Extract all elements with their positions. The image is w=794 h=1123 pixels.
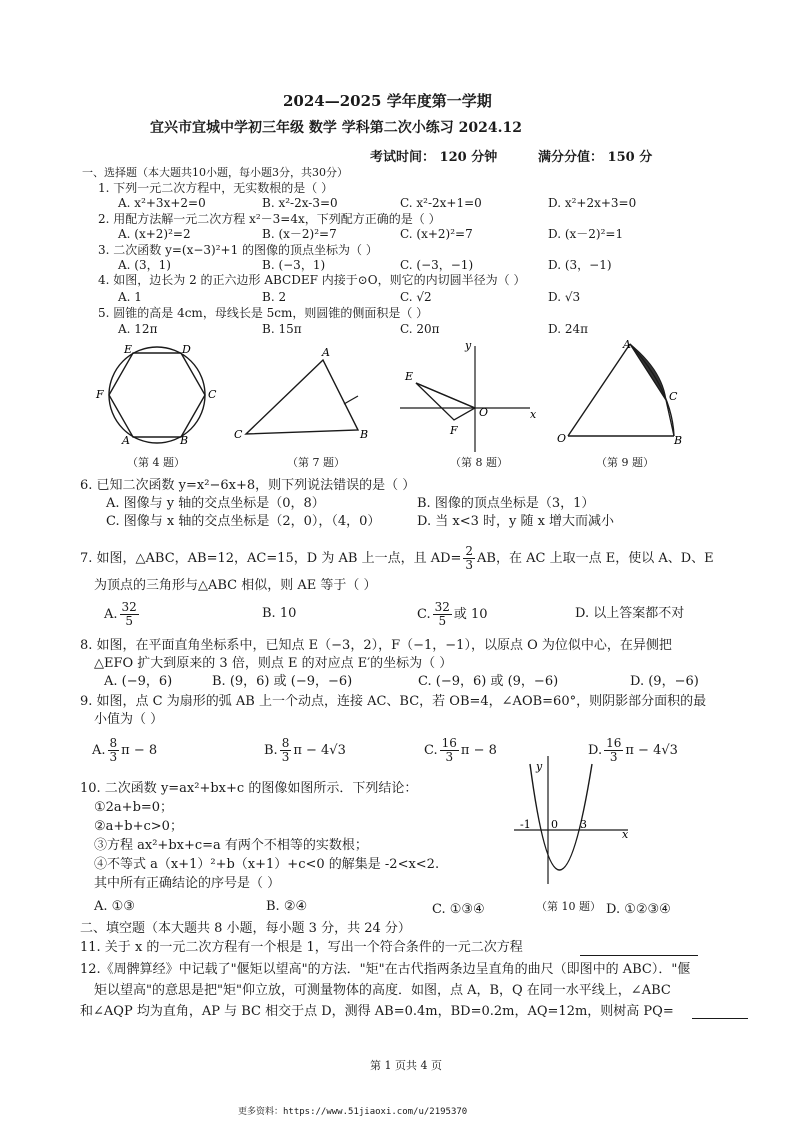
q4-option-a: A. 1 — [118, 290, 142, 304]
fig10-label-0: 0 — [551, 818, 558, 831]
fig10-label-3: 3 — [580, 818, 587, 831]
q5-option-d: D. 24π — [548, 322, 588, 336]
fig9-label-c: C — [669, 390, 678, 403]
q7-c-label: C. — [417, 607, 431, 622]
q9-a-label: A. — [92, 743, 106, 758]
fig7-label-a: A — [322, 346, 330, 359]
fig8-label-f: F — [450, 424, 458, 437]
q4-option-c: C. √2 — [400, 290, 432, 304]
q9-a-fraction — [108, 737, 120, 764]
figure-10-parabola-graph — [508, 756, 638, 896]
q7-option-d: D. 以上答案都不对 — [575, 606, 685, 621]
q3-stem: 3. 二次函数 y=(x−3)²+1 的图像的顶点坐标为（ ） — [98, 243, 378, 257]
q7-a-label: A. — [104, 607, 118, 622]
q12-line3: 和∠AQP 均为直角，AP 与 BC 相交于点 D，测得 AB=0.4m，BD=0.2m，AQ=12m，则树高 PQ= — [80, 1004, 674, 1019]
caption-q8: （第 8 题） — [450, 456, 508, 469]
q3-option-c: C. (−3，−1) — [400, 258, 474, 272]
q10-statement-4: ④不等式 a（x+1）²+b（x+1）+c<0 的解集是 -2<x<2. — [94, 857, 440, 872]
more-resources-link[interactable]: 更多资料：https://www.51jiaoxi.com/u/2195370 — [238, 1107, 468, 1117]
q7-a-num: 32 — [121, 600, 137, 614]
q9-c-fraction — [440, 737, 459, 764]
q9-b-den: 3 — [281, 750, 290, 764]
section1-heading: 一、选择题（本大题共10小题，每小题3分，共30分） — [82, 166, 348, 179]
fig8-label-e: E — [405, 370, 414, 383]
q7-stem-b: AB，在 AC 上取一点 E，使以 A、D、E — [477, 551, 714, 566]
q8-stem-b: △EFO 扩大到原来的 3 倍，则点 E 的对应点 E′的坐标为（ ） — [94, 656, 453, 671]
q9-stem-a: 9. 如图，点 C 为扇形的弧 AB 上一个动点，连接 AC、BC，若 OB=4，∠AOB=60°，则阴影部分面积的最 — [80, 694, 707, 709]
fig10-label-y: y — [536, 760, 543, 773]
q12-line1: 12.《周髀算经》中记载了"偃矩以望高"的方法．"矩"在古代指两条边呈直角的曲尺（即图中的 ABC）．"偃 — [80, 962, 691, 977]
figure-4-hexagon-diagram — [95, 343, 217, 447]
q5-option-b: B. 15π — [262, 322, 302, 336]
q2-option-b: B. (x－2)²=7 — [262, 227, 337, 241]
q6-option-b: B. 图像的顶点坐标是（3，1） — [417, 496, 595, 511]
q5-option-a: A. 12π — [118, 322, 158, 336]
q7-stem-a: 7. 如图，△ABC，AB=12，AC=15，D 为 AB 上一点，且 AD= — [80, 551, 462, 566]
fig10-label-x: x — [622, 828, 629, 841]
q7-stem-c: 为顶点的三角形与△ABC 相似，则 AE 等于（ ） — [94, 578, 377, 593]
q11-text: 11. 关于 x 的一元二次方程有一个根是 1，写出一个符合条件的一元二次方程 — [80, 940, 523, 955]
q7-c-num: 32 — [434, 600, 450, 614]
q1-option-a: A. x²+3x+2=0 — [118, 196, 206, 210]
q10-statement-2: ②a+b+c>0； — [94, 819, 183, 834]
q8-stem-a: 8. 如图，在平面直角坐标系中，已知点 E（−3，2），F（−1，−1），以原点 O 为位似中心，在异侧把 — [80, 638, 672, 653]
q9-b-num: 8 — [281, 736, 290, 750]
q7-option-a — [104, 598, 141, 632]
fig4-label-e: E — [124, 343, 133, 356]
section2-heading: 二、填空题（本大题共 8 小题，每小题 3 分，共 24 分） — [80, 921, 411, 936]
q9-a-den: 3 — [109, 750, 118, 764]
caption-q4: （第 4 题） — [127, 456, 185, 469]
q9-d-tail: π − 4√3 — [625, 743, 678, 758]
q6-stem: 6. 已知二次函数 y=x²−6x+8，则下列说法错误的是（ ） — [80, 478, 416, 493]
q6-option-c: C. 图像与 x 轴的交点坐标是（2，0），（4，0） — [106, 514, 381, 529]
q7-option-b: B. 10 — [262, 606, 297, 621]
q2-stem: 2. 用配方法解一元二次方程 x²－3=4x，下列配方正确的是（ ） — [98, 212, 441, 226]
q10-ask: 其中所有正确结论的序号是（ ） — [94, 876, 281, 891]
q9-b-fraction — [280, 737, 292, 764]
q10-option-d: D. ①②③④ — [606, 902, 671, 917]
caption-q7: （第 7 题） — [287, 456, 345, 469]
page-number: 第 1 页共 4 页 — [370, 1059, 442, 1072]
exam-subtitle: 宜兴市宜城中学初三年级 数学 学科第二次小练习 2024.12 — [150, 120, 522, 136]
figure-7-triangle-diagram — [234, 346, 368, 441]
q7-a-den: 5 — [125, 614, 133, 628]
fig4-label-f: F — [96, 388, 104, 401]
q2-option-d: D. (x－2)²=1 — [548, 227, 624, 241]
q9-c-tail: π − 8 — [460, 743, 497, 758]
q7-c-fraction — [433, 601, 452, 628]
q1-option-d: D. x²+2x+3=0 — [548, 196, 637, 210]
q10-stem: 10. 二次函数 y=ax²+bx+c 的图像如图所示．下列结论： — [80, 781, 418, 796]
q10-option-a: A. ①③ — [94, 899, 135, 914]
q9-c-label: C. — [424, 743, 438, 758]
fig8-label-x: x — [530, 408, 537, 421]
q2-option-a: A. (x+2)²=2 — [118, 227, 191, 241]
q10-option-c: C. ①③④ — [432, 902, 485, 917]
q11-answer-blank[interactable] — [580, 955, 698, 956]
figure-9-sector-diagram — [557, 340, 682, 447]
figure-8-coordinate-diagram — [400, 340, 537, 452]
fig9-label-o: O — [557, 432, 567, 445]
exam-time: 考试时间： 120 分钟 — [370, 150, 498, 165]
q7-c-den: 5 — [438, 614, 447, 628]
fig4-label-a: A — [122, 434, 130, 447]
q10-statement-1: ①2a+b=0； — [94, 800, 174, 815]
caption-q10: （第 10 题） — [536, 900, 601, 913]
figures-row — [90, 340, 750, 470]
q9-option-b — [264, 734, 346, 768]
q7-frac-num: 2 — [465, 544, 474, 558]
exam-title: 2024—2025 学年度第一学期 — [283, 92, 492, 110]
q10-statement-3: ③方程 ax²+bx+c=a 有两个不相等的实数根； — [94, 838, 368, 853]
fig7-label-b: B — [360, 428, 369, 441]
q8-option-d: D. (9，−6) — [630, 674, 699, 689]
q6-option-d: D. 当 x<3 时，y 随 x 增大而减小 — [417, 514, 615, 529]
fig4-label-d: D — [182, 343, 191, 356]
q7-c-tail: 或 10 — [453, 607, 488, 622]
q9-d-num: 16 — [606, 736, 622, 750]
q1-stem: 1. 下列一元二次方程中，无实数根的是（ ） — [98, 181, 334, 195]
fig10-label-minus-1: -1 — [520, 818, 531, 831]
fig4-label-b: B — [180, 434, 189, 447]
full-score: 满分分值： 150 分 — [538, 150, 653, 165]
q4-option-d: D. √3 — [548, 290, 581, 304]
q8-option-b: B. (9，6) 或 (−9，−6) — [212, 674, 353, 689]
q7-frac-den: 3 — [465, 558, 474, 572]
fig9-label-a: A — [623, 340, 631, 351]
fig7-label-c: C — [234, 428, 243, 441]
q6-option-a: A. 图像与 y 轴的交点坐标是（0，8） — [106, 496, 325, 511]
q9-a-num: 8 — [109, 736, 118, 750]
fig4-label-c: C — [208, 388, 217, 401]
q3-option-a: A. (3，1) — [118, 258, 171, 272]
fig8-label-o: O — [479, 406, 489, 419]
caption-q9: （第 9 题） — [596, 456, 654, 469]
q8-option-a: A. (−9，6) — [104, 674, 173, 689]
q5-option-c: C. 20π — [400, 322, 440, 336]
q1-option-c: C. x²-2x+1=0 — [400, 196, 482, 210]
q9-stem-b: 小值为（ ） — [94, 712, 164, 727]
q4-stem: 4. 如图，边长为 2 的正六边形 ABCDEF 内接于⊙O，则它的内切圆半径为（ ） — [98, 273, 526, 287]
fig9-label-b: B — [674, 434, 683, 447]
q7-option-c — [417, 598, 488, 632]
q1-option-b: B. x²-2x-3=0 — [262, 196, 338, 210]
q9-c-num: 16 — [441, 736, 457, 750]
q8-option-c: C. (−9，6) 或 (9，−6) — [418, 674, 559, 689]
q9-option-a — [92, 734, 157, 768]
q12-answer-blank[interactable] — [692, 1018, 748, 1019]
fig8-label-y: y — [465, 340, 472, 352]
q9-d-den: 3 — [609, 750, 618, 764]
q9-c-den: 3 — [445, 750, 454, 764]
q9-b-label: B. — [264, 743, 278, 758]
q3-option-d: D. (3，−1) — [548, 258, 612, 272]
q5-stem: 5. 圆锥的高是 4cm，母线长是 5cm，则圆锥的侧面积是（ ） — [98, 306, 429, 320]
q9-d-label: D. — [588, 743, 603, 758]
q7-fraction — [463, 545, 475, 572]
q2-option-c: C. (x+2)²=7 — [400, 227, 473, 241]
q10-option-b: B. ②④ — [266, 899, 308, 914]
q9-option-c — [424, 734, 497, 768]
q9-a-tail: π − 8 — [121, 743, 158, 758]
q3-option-b: B. (−3，1) — [262, 258, 326, 272]
q9-b-tail: π − 4√3 — [293, 743, 346, 758]
q4-option-b: B. 2 — [262, 290, 287, 304]
q12-line2: 矩以望高"的意思是把"矩"仰立放，可测量物体的高度．如图，点 A，B，Q 在同一水平线上，∠ABC — [94, 983, 671, 998]
q7-stem-line1 — [80, 542, 714, 576]
q7-a-fraction — [120, 601, 139, 628]
